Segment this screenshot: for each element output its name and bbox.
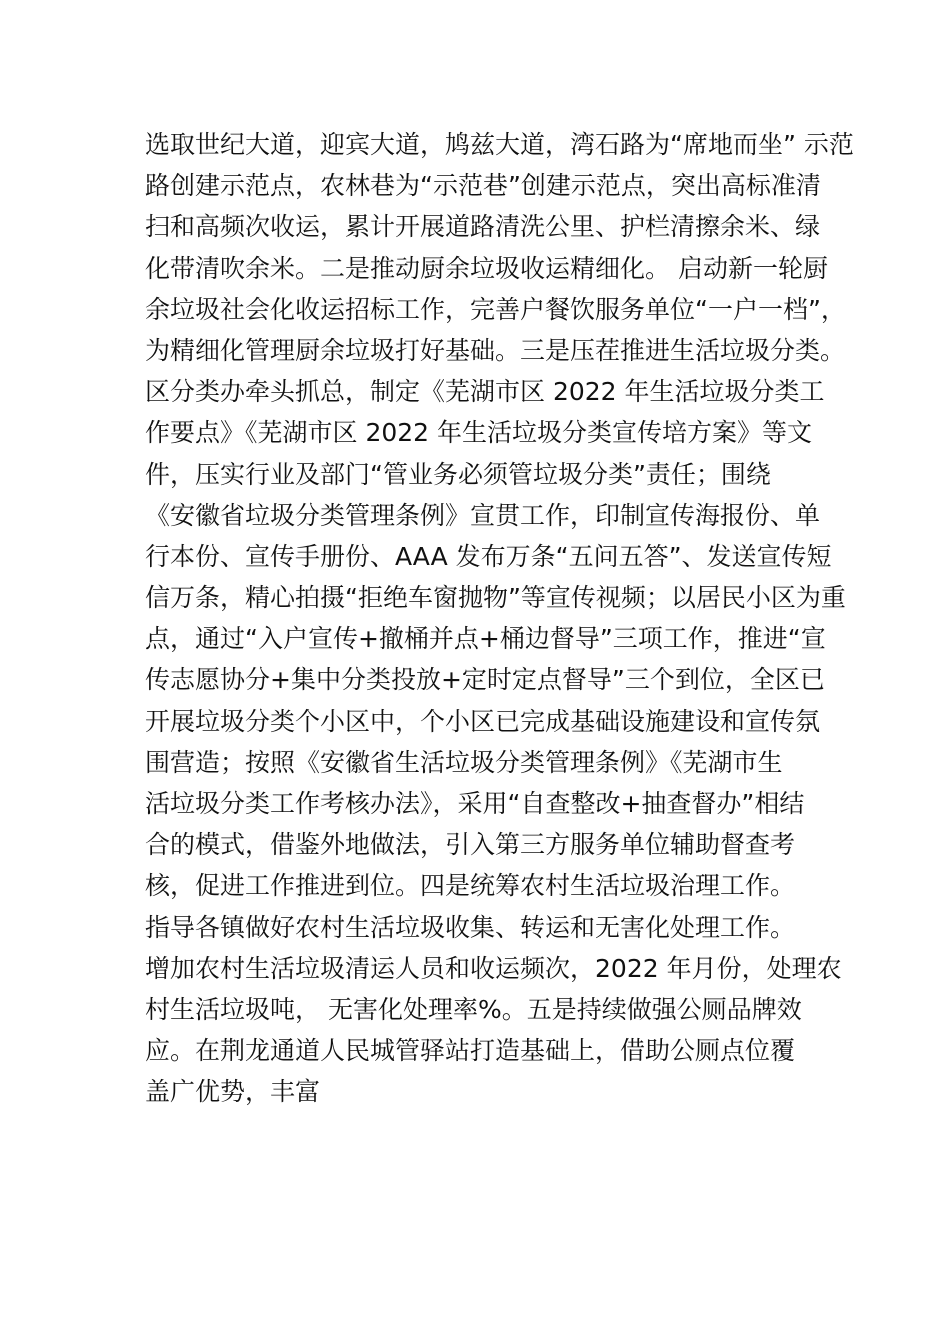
text-line: 围营造；按照《安徽省生活垃圾分类管理条例》《芜湖市生	[145, 747, 783, 777]
text-line: 村生活垃圾吨， 无害化处理率%。五是持续做强公厕品牌效	[145, 994, 802, 1024]
text-line: 区分类办牵头抓总，制定《芜湖市区 2022 年生活垃圾分类工	[145, 377, 825, 407]
text-line: 行本份、宣传手册份、AAA 发布万条“五问五答”、发送宣传短	[145, 541, 832, 571]
text-line: 开展垃圾分类个小区中，个小区已完成基础设施建设和宣传氛	[145, 706, 821, 736]
text-line: 指导各镇做好农村生活垃圾收集、转运和无害化处理工作。	[145, 912, 796, 942]
text-line: 传志愿协分+集中分类投放+定时定点督导”三个到位，全区已	[145, 665, 825, 695]
text-line: 化带清吹余米。二是推动厨余垃圾收运精细化。 启动新一轮厨	[145, 253, 828, 283]
text-line: 点，通过“入户宣传+撤桶并点+桶边督导”三项工作，推进“宣	[145, 624, 826, 654]
text-line: 为精细化管理厨余垃圾打好基础。三是压茬推进生活垃圾分类。	[145, 335, 846, 365]
body-paragraph	[145, 124, 854, 1113]
text-line: 盖广优势，丰富	[145, 1077, 321, 1107]
text-line: 活垃圾分类工作考核办法》，采用“自查整改+抽查督办”相结	[145, 789, 805, 818]
text-line: 件，压实行业及部门“管业务必须管垃圾分类”责任；围绕	[145, 459, 771, 489]
text-line: 合的模式，借鉴外地做法，引入第三方服务单位辅助督查考	[145, 830, 796, 860]
text-line: 作要点》《芜湖市区 2022 年生活垃圾分类宣传培方案》等文	[145, 418, 813, 448]
text-line: 增加农村生活垃圾清运人员和收运频次，2022 年月份，处理农	[145, 953, 842, 983]
text-line: 应。在荆龙通道人民城管驿站打造基础上，借助公厕点位覆	[145, 1036, 796, 1066]
text-line: 《安徽省垃圾分类管理条例》宣贯工作，印制宣传海报份、单	[145, 500, 821, 530]
text-line: 扫和高频次收运，累计开展道路清洗公里、护栏清擦余米、绿	[145, 212, 821, 242]
text-line: 选取世纪大道，迎宾大道，鸠兹大道，湾石路为“席地而坐” 示范	[145, 130, 854, 159]
text-line: 核，促进工作推进到位。四是统筹农村生活垃圾治理工作。	[145, 871, 796, 901]
text-line: 余垃圾社会化收运招标工作，完善户餐饮服务单位“一户一档”，	[145, 294, 846, 324]
text-line: 信万条，精心拍摄“拒绝车窗抛物”等宣传视频；以居民小区为重	[145, 583, 846, 613]
text-line: 路创建示范点，农林巷为“示范巷”创建示范点，突出高标准清	[145, 171, 821, 201]
